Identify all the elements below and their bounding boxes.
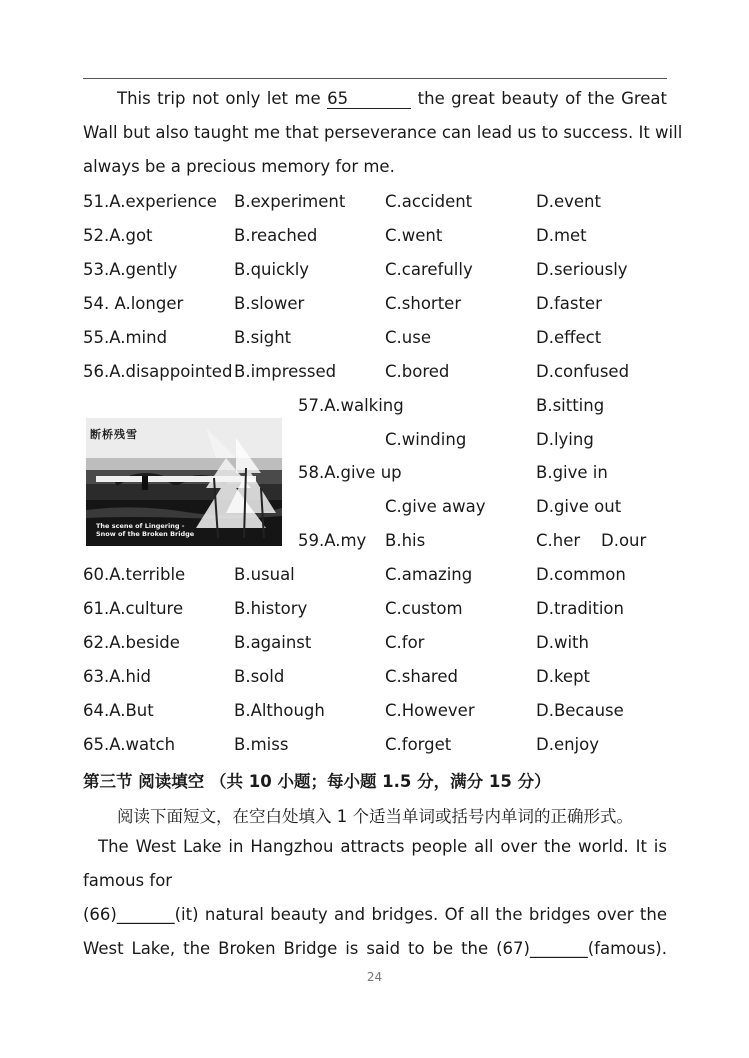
option-b: B.quickly: [234, 260, 310, 279]
option-a: 63.A.hid: [83, 667, 151, 686]
option-c: C.winding: [385, 430, 467, 449]
option-d: D.with: [536, 633, 589, 652]
option-b: B.impressed: [234, 362, 337, 381]
answer-blank-65: 65: [327, 90, 411, 109]
photo-title: 断桥残雪: [90, 428, 138, 441]
option-b: B.miss: [234, 735, 289, 754]
photo-caption-line-2: Snow of the Broken Bridge: [96, 530, 195, 538]
option-d: D.enjoy: [536, 735, 600, 754]
option-d: D.give out: [536, 497, 622, 516]
option-a: 52.A.got: [83, 226, 153, 245]
option-a: 64.A.But: [83, 701, 154, 720]
option-c: C.went: [385, 226, 443, 245]
page-number: 24: [366, 970, 383, 984]
option-b: B.his: [385, 531, 426, 550]
option-c: C.shared: [385, 667, 458, 686]
passage-line-3: always be a precious memory for me.: [83, 157, 395, 176]
passage-line-1: [117, 89, 667, 109]
option-d: D.met: [536, 226, 587, 245]
option-d: D.effect: [536, 328, 602, 347]
option-a: 55.A.mind: [83, 328, 168, 347]
option-d: D.event: [536, 192, 601, 211]
reading-line-3: (66)_______(it) natural beauty and bridges. Of all the bridges over the: [83, 905, 667, 924]
option-a: 65.A.watch: [83, 735, 176, 754]
section-3-instruction: 阅读下面短文，在空白处填入 1 个适当单词或括号内单词的正确形式。: [117, 807, 633, 826]
option-d: D.common: [536, 565, 626, 584]
reading-line-4: West Lake, the Broken Bridge is said to be the (67)_______(famous).: [83, 939, 667, 958]
option-c: C.for: [385, 633, 425, 652]
option-b: B.usual: [234, 565, 295, 584]
reading-line-2: famous for: [83, 871, 173, 890]
option-b: B.sitting: [536, 396, 605, 415]
option-a: 60.A.terrible: [83, 565, 186, 584]
option-b: B.sold: [234, 667, 285, 686]
option-d: D.lying: [536, 430, 594, 449]
passage-line-2: Wall but also taught me that perseverance can lead us to success. It will: [83, 123, 683, 142]
option-b: B.sight: [234, 328, 292, 347]
option-d: D.kept: [536, 667, 591, 686]
option-b: B.give in: [536, 463, 608, 482]
reading-line-1: The West Lake in Hangzhou attracts people all over the world. It is: [98, 837, 667, 856]
option-b: B.experiment: [234, 192, 346, 211]
option-a: 61.A.culture: [83, 599, 184, 618]
option-c: C.amazing: [385, 565, 473, 584]
option-c: C.accident: [385, 192, 473, 211]
option-d: D.our: [601, 531, 647, 550]
option-c: C.carefully: [385, 260, 473, 279]
option-d: D.seriously: [536, 260, 628, 279]
option-c: C.forget: [385, 735, 452, 754]
option-a: 58.A.give up: [298, 463, 402, 482]
option-a: 56.A.disappointed: [83, 362, 233, 381]
option-a: 57.A.walking: [298, 396, 404, 415]
option-a: 53.A.gently: [83, 260, 178, 279]
option-d: D.confused: [536, 362, 630, 381]
option-b: B.history: [234, 599, 308, 618]
photo-caption: [96, 522, 194, 538]
header-rule: [83, 78, 667, 79]
option-b: B.against: [234, 633, 312, 652]
option-d: D.faster: [536, 294, 602, 313]
option-c: C.use: [385, 328, 431, 347]
option-c: C.shorter: [385, 294, 462, 313]
option-d: D.tradition: [536, 599, 624, 618]
broken-bridge-photo: [86, 418, 282, 546]
option-b: B.reached: [234, 226, 318, 245]
passage-line-1-end: the great beauty of the Great: [417, 89, 668, 108]
section-3-heading: 第三节 阅读填空 （共 10 小题；每小题 1.5 分，满分 15 分）: [83, 772, 551, 791]
option-a: 62.A.beside: [83, 633, 180, 652]
option-a: 51.A.experience: [83, 192, 217, 211]
option-c: C.her: [536, 531, 581, 550]
option-a: 59.A.my: [298, 531, 367, 550]
option-b: B.slower: [234, 294, 305, 313]
option-b: B.Although: [234, 701, 325, 720]
option-c: C.bored: [385, 362, 450, 381]
option-c: C.give away: [385, 497, 486, 516]
option-a: 54. A.longer: [83, 294, 184, 313]
option-c: C.custom: [385, 599, 463, 618]
option-c: C.However: [385, 701, 475, 720]
passage-line-1-start: This trip not only let me: [117, 89, 321, 108]
photo-caption-line-1: The scene of Lingering -: [96, 522, 185, 530]
option-d: D.Because: [536, 701, 624, 720]
